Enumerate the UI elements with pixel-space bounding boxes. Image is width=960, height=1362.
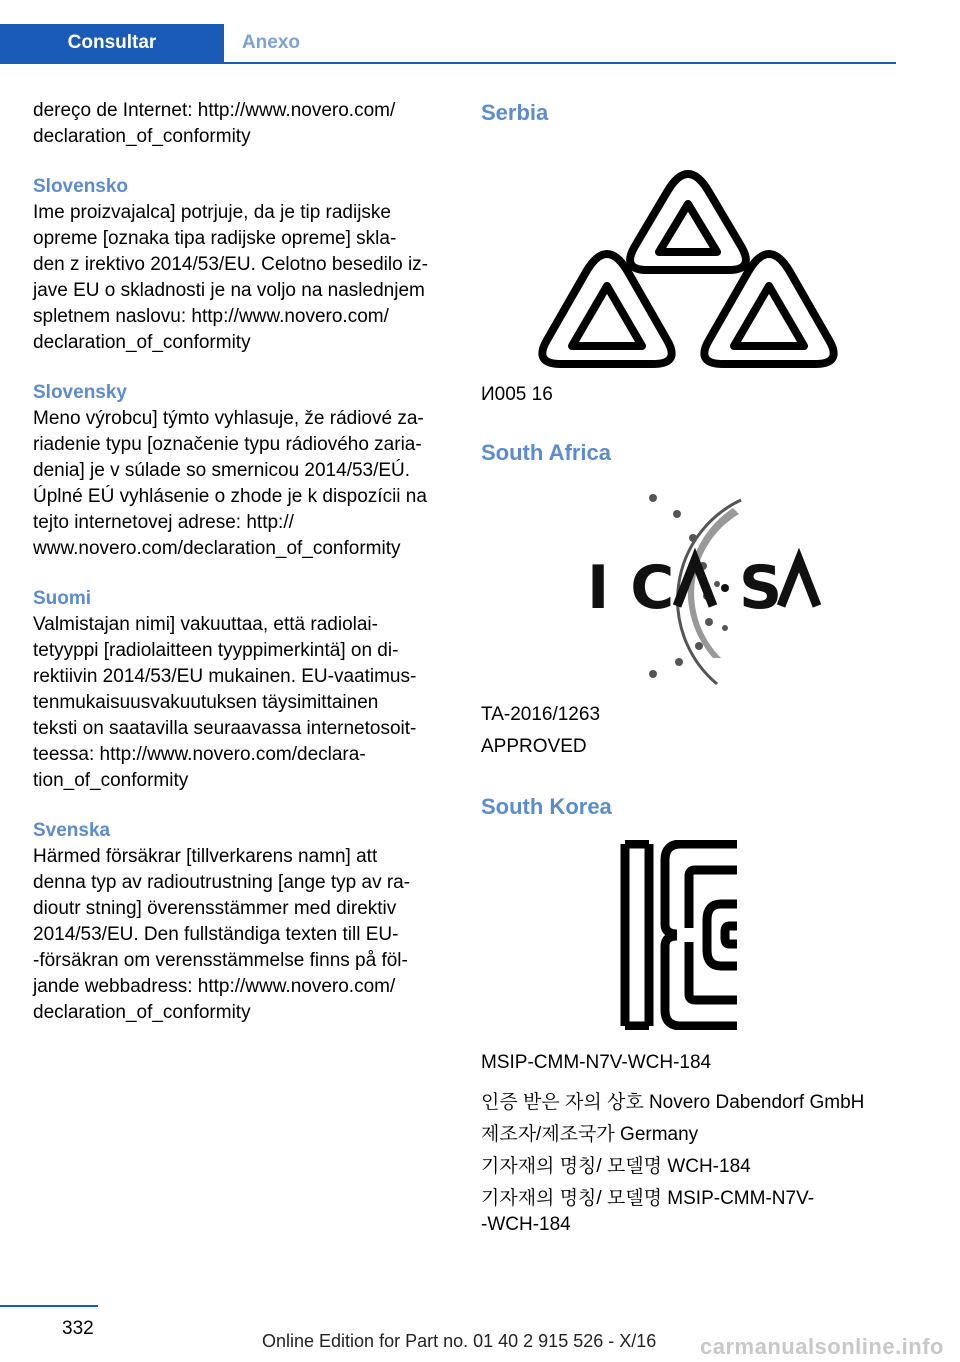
left-column <box>33 98 453 1026</box>
serbia-triangles-logo <box>481 146 901 368</box>
section-title-south-korea: South Korea <box>481 794 612 819</box>
icasa-text: I C <box>587 553 675 623</box>
serbia-code: И005 16 <box>481 384 553 405</box>
intro-text: dereço de Internet: http://www.novero.com/ declaration_of_conformity <box>33 100 396 147</box>
section-title-slovensky: Slovensky <box>33 382 127 403</box>
svg-text:S: S <box>739 553 783 623</box>
section-title-serbia: Serbia <box>481 100 549 125</box>
page-number: 332 <box>62 1318 94 1339</box>
section-text-slovensky: Meno výrobcu] týmto vyhlasuje, že rádiové za- riadenie typu [označenie typu rádiového zaria- denia] je v súlade so smernicou 2014/53/EÚ. Úplné EÚ vyhlásenie o zhode je k dispozícii na tejto internetovej adrese: http:// www.novero.com/declaration_of_conformity <box>33 408 427 559</box>
tab-bar <box>0 24 896 64</box>
footer-rule <box>0 1305 98 1307</box>
icasa-approved: APPROVED <box>481 736 587 757</box>
section-text-slovensko: Ime proizvajalca] potrjuje, da je tip radijske opreme [oznaka tipa radijske opreme] skla- den z irektivo 2014/53/EU. Celotno besedilo iz- jave EU o skladnosti je na voljo na naslednjem spletnem naslovu: http://www.novero.com/ declaration_of_conformity <box>33 202 429 353</box>
tab-anexo[interactable]: Anexo <box>241 32 301 53</box>
korea-line-2: 제조자/제조국가 Germany <box>481 1124 699 1145</box>
right-column <box>481 98 901 1244</box>
korea-line-3: 기자재의 명칭/ 모델명 WCH-184 <box>481 1156 751 1177</box>
tab-consultar[interactable]: Consultar <box>0 24 224 62</box>
section-title-slovensko: Slovensko <box>33 176 129 197</box>
icasa-number: TA-2016/1263 <box>481 704 601 725</box>
section-text-svenska: Härmed försäkrar [tillverkarens namn] att denna typ av radioutrustning [ange typ av ra- dioutr stning] överensstämmer med direktiv 2014/53/EU. Den fullständiga texten till EU- -försäkran om verensstämmelse finns på föl- jande webbadress: http://www.novero.com/ declaration_of_conformity <box>33 846 411 1023</box>
edition-text: Online Edition for Part no. 01 40 2 915 526 - X/16 <box>262 1331 657 1351</box>
section-title-south-africa: South Africa <box>481 440 611 465</box>
watermark: carmanualsonline.info <box>700 1334 944 1359</box>
korea-line-4: 기자재의 명칭/ 모델명 MSIP-CMM-N7V- -WCH-184 <box>481 1188 815 1235</box>
icasa-logo <box>481 488 901 688</box>
section-text-suomi: Valmistajan nimi] vakuuttaa, että radiolai- tetyyppi [radiolaitteen tyyppimerkintä] on di- rektiivin 2014/53/EU mukainen. EU-vaatimus- tenmukaisuusvakuutuksen täysimittainen teksti on saatavilla seuraavassa internetosoit- teessa: http://www.novero.com/declara- tion_of_conformity <box>33 614 417 791</box>
korea-line-1: 인증 받은 자의 상호 Novero Dabendorf GmbH <box>481 1092 865 1113</box>
korea-details <box>481 1090 901 1238</box>
section-title-svenska: Svenska <box>33 820 111 841</box>
section-title-suomi: Suomi <box>33 588 92 609</box>
kc-code: MSIP-CMM-N7V-WCH-184 <box>481 1052 712 1073</box>
kc-mark-logo <box>481 840 901 1030</box>
